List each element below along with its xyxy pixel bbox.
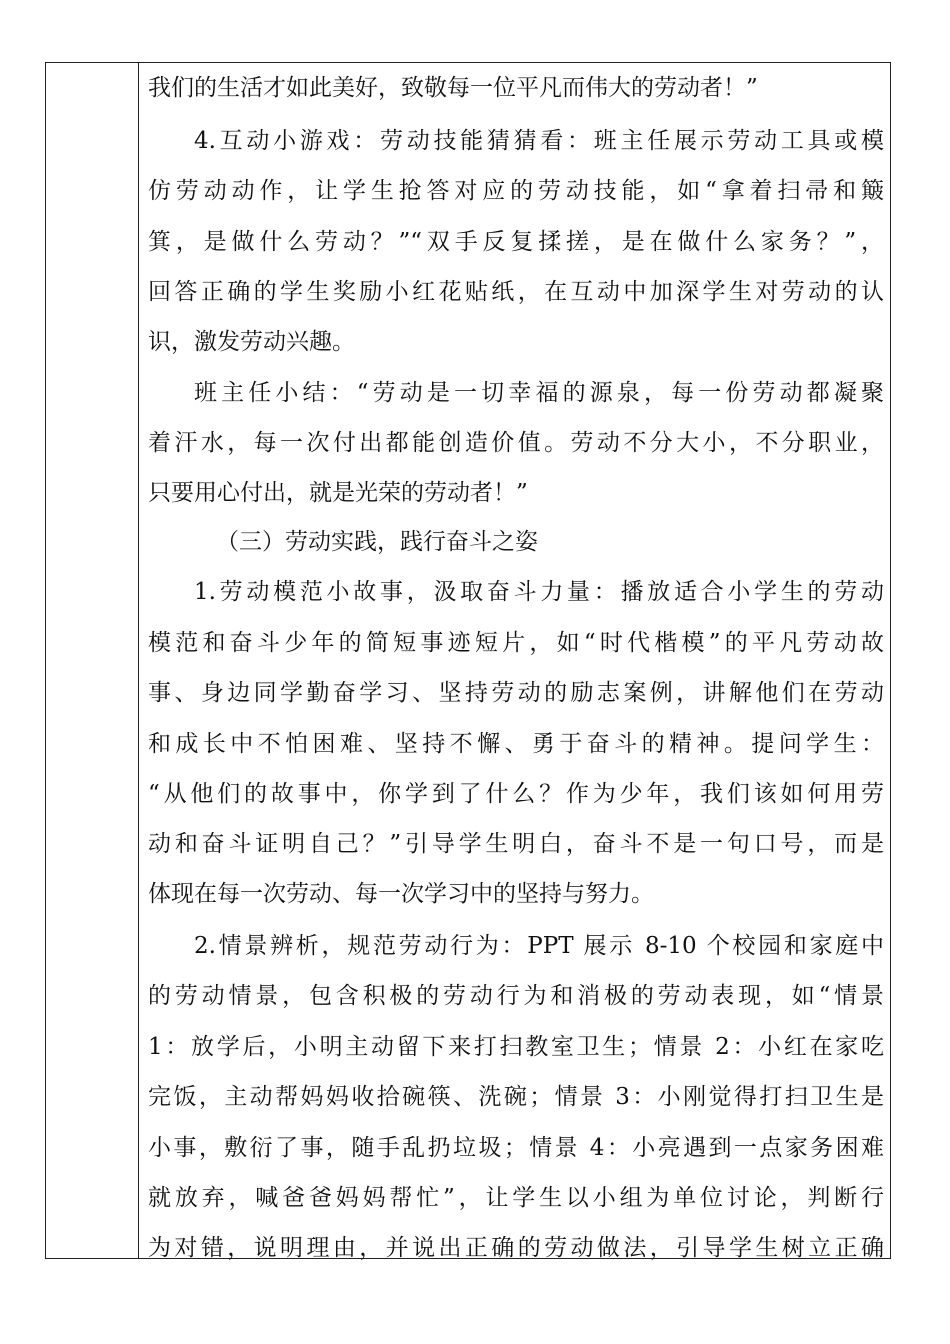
text-line: 1：放学后，小明主动留下来打扫教室卫生；情景 2：小红在家吃 [148,1034,884,1060]
text-line: 为对错，说明理由，并说出正确的劳动做法，引导学生树立正确 [148,1235,884,1261]
lesson-plan-table [45,62,891,1259]
text-line: 仿劳动动作，让学生抢答对应的劳动技能，如“拿着扫帚和簸 [148,178,884,204]
text-line: 事、身边同学勤奋学习、坚持劳动的励志案例，讲解他们在劳动 [148,680,884,706]
text-line: 1.劳动模范小故事，汲取奋斗力量：播放适合小学生的劳动 [194,579,884,605]
text-line: 4.互动小游戏：劳动技能猜猜看：班主任展示劳动工具或模 [194,128,884,154]
text-line: 2.情景辨析，规范劳动行为：PPT 展示 8-10 个校园和家庭中 [194,933,884,959]
text-line: 识，激发劳动兴趣。 [148,329,355,355]
text-line: 完饭，主动帮妈妈收拾碗筷、洗碗；情景 3：小刚觉得打扫卫生是 [148,1084,884,1110]
column-divider [138,63,139,1258]
text-line: 我们的生活才如此美好，致敬每一位平凡而伟大的劳动者！” [148,75,758,101]
text-line: 回答正确的学生奖励小红花贴纸，在互动中加深学生对劳动的认 [148,279,884,305]
section-heading: （三）劳动实践，践行奋斗之姿 [216,529,538,555]
text-line: 班主任小结：“劳动是一切幸福的源泉，每一份劳动都凝聚 [194,380,884,406]
text-line: 和成长中不怕困难、坚持不懈、勇于奋斗的精神。提问学生： [148,731,884,757]
text-line: 动和奋斗证明自己？”引导学生明白，奋斗不是一句口号，而是 [148,831,884,857]
text-line: 模范和奋斗少年的简短事迹短片，如“时代楷模”的平凡劳动故 [148,630,884,656]
text-line: 小事，敷衍了事，随手乱扔垃圾；情景 4：小亮遇到一点家务困难 [148,1135,884,1161]
text-line: 体现在每一次劳动、每一次学习中的坚持与努力。 [148,881,654,907]
text-line: “从他们的故事中，你学到了什么？作为少年，我们该如何用劳 [148,781,884,807]
text-line: 着汗水，每一次付出都能创造价值。劳动不分大小，不分职业， [148,430,884,456]
text-line: 箕，是做什么劳动？”“双手反复揉搓，是在做什么家务？”， [148,229,884,255]
text-line: 只要用心付出，就是光荣的劳动者！” [148,480,528,506]
text-line: 就放弃，喊爸爸妈妈帮忙”，让学生以小组为单位讨论，判断行 [148,1185,884,1211]
text-line: 的劳动情景，包含积极的劳动行为和消极的劳动表现，如“情景 [148,983,884,1009]
